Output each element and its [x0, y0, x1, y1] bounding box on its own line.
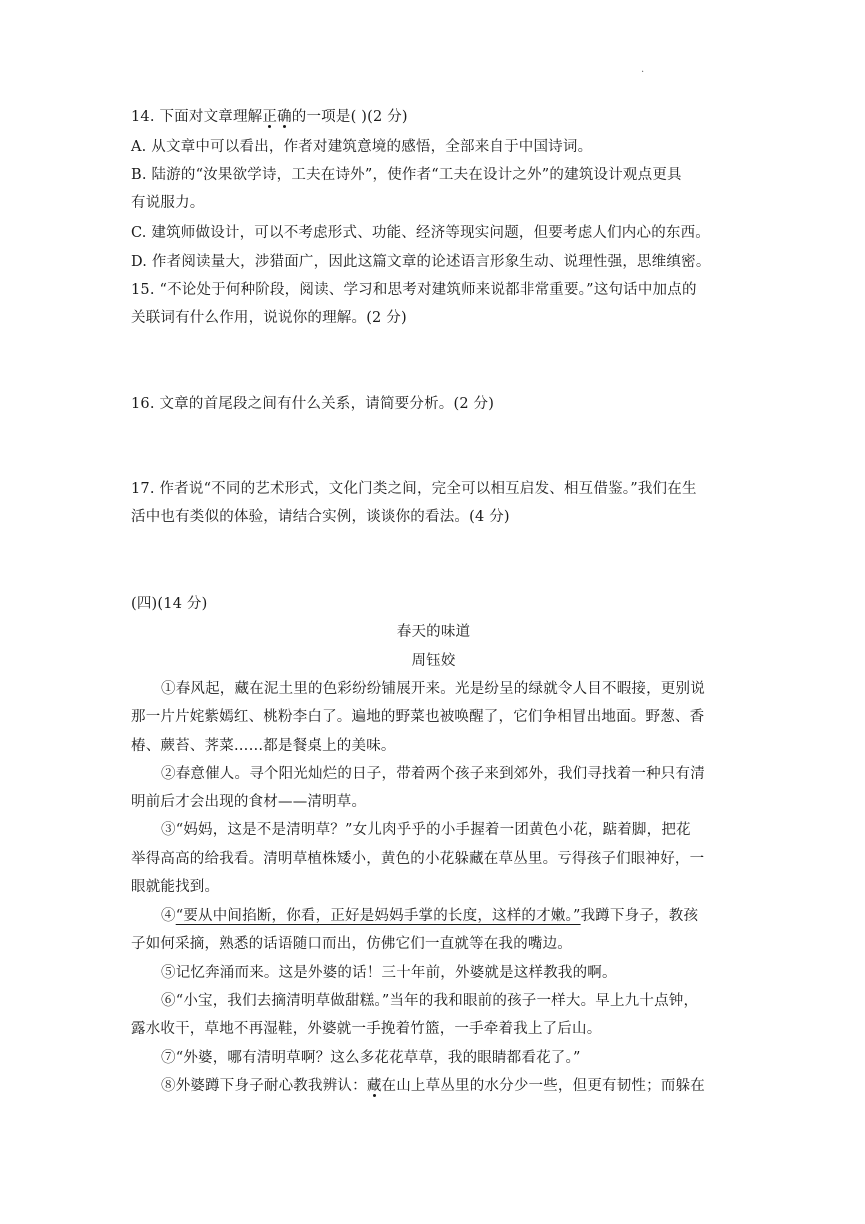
- underlined-quote: “要从中间掐断，你看，正好是妈妈手掌的长度，这样的才嫩。”: [175, 908, 581, 924]
- paragraph-1-line: ①春风起，藏在泥土里的色彩纷纷铺展开来。光是纷呈的绿就令人目不暇接，更别说: [161, 681, 705, 697]
- q14-stem: [131, 107, 736, 127]
- passage-author: 周钰姣: [411, 653, 456, 669]
- q17-stem: 17. 作者说“不同的艺术形式，文化门类之间，完全可以相互启发、相互借鉴。”我们在生: [131, 481, 697, 497]
- q14-option-c: C. 建筑师做设计，可以不考虑形式、功能、经济等现实问题，但要考虑人们内心的东西。: [131, 225, 710, 241]
- paragraph-2-line: ②春意催人。寻个阳光灿烂的日子，带着两个孩子来到郊外，我们寻找着一种只有清: [161, 766, 705, 782]
- paragraph-1-line: 那一片片姹紫嫣红、桃粉李白了。遍地的野菜也被唤醒了，它们争相冒出地面。野葱、香: [131, 709, 705, 725]
- paragraph-3-line: 眼就能找到。: [131, 879, 220, 895]
- paragraph-text: ⑧外婆蹲下身子耐心教我辨认：: [161, 1078, 367, 1094]
- passage-title: 春天的味道: [396, 624, 471, 640]
- q15-stem-cont: 关联词有什么作用，说说你的理解。(2 分): [131, 310, 407, 326]
- paragraph-text: 在山上草丛里的水分少一些，但更有韧性；而躲在: [381, 1078, 705, 1094]
- paragraph-number: ④: [161, 908, 176, 924]
- paragraph-4-line: [161, 906, 736, 926]
- paragraph-6-line: ⑥“小宝，我们去摘清明草做甜糕。”当年的我和眼前的孩子一样大。早上九十点钟，: [161, 993, 699, 1009]
- paragraph-1-line: 椿、蕨苔、荠菜……都是餐桌上的美味。: [131, 738, 396, 754]
- q14-stem-text: 14. 下面对文章理解: [131, 109, 263, 125]
- paragraph-3-line: 举得高高的给我看。清明草植株矮小，黄色的小花躲藏在草丛里。亏得孩子们眼神好，一: [131, 851, 705, 867]
- q14-option-b-cont: 有说服力。: [131, 195, 205, 211]
- q14-stem-text: 的一项是( )(2 分): [291, 109, 408, 125]
- paragraph-4-line: 子如何采摘，熟悉的话语随口而出，仿佛它们一直就等在我的嘴边。: [131, 936, 572, 952]
- section-heading: (四)(14 分): [131, 596, 208, 612]
- q14-emphasis-char: 确: [277, 109, 292, 125]
- paragraph-6-line: 露水收干，草地不再湿鞋，外婆就一手挽着竹篮，一手牵着我上了后山。: [131, 1021, 602, 1037]
- paragraph-8-line: [161, 1076, 736, 1096]
- q16-stem: 16. 文章的首尾段之间有什么关系，请简要分析。(2 分): [131, 396, 495, 412]
- paragraph-text: 我蹲下身子，教孩: [580, 908, 699, 924]
- q14-option-a: A. 从文章中可以看出，作者对建筑意境的感悟，全部来自于中国诗词。: [131, 139, 593, 155]
- emphasis-char: 藏: [366, 1078, 382, 1094]
- paragraph-2-line: 明前后才会出现的食材——清明草。: [131, 794, 367, 810]
- paragraph-5-line: ⑤记忆奔涌而来。这是外婆的话！三十年前，外婆就是这样教我的啊。: [161, 965, 617, 981]
- q14-option-d: D. 作者阅读量大，涉猎面广，因此这篇文章的论述语言形象生动、说理性强，思维缜密。: [131, 254, 711, 270]
- q15-stem: 15. “不论处于何种阶段，阅读、学习和思考对建筑师来说都非常重要。”这句话中加点的: [131, 282, 697, 298]
- paragraph-7-line: ⑦“外婆，哪有清明草啊？这么多花花草草，我的眼睛都看花了。”: [161, 1050, 581, 1066]
- header-dot: .: [641, 64, 645, 75]
- paragraph-3-line: ③“妈妈，这是不是清明草？”女儿肉乎乎的小手握着一团黄色小花，踮着脚，把花: [161, 822, 691, 838]
- q17-stem-cont: 活中也有类似的体验，请结合实例，谈谈你的看法。(4 分): [131, 509, 510, 525]
- q14-emphasis-char: 正: [262, 109, 278, 125]
- q14-option-b: B. 陆游的“汝果欲学诗，工夫在诗外”，使作者“工夫在设计之外”的建筑设计观点更具: [131, 167, 682, 183]
